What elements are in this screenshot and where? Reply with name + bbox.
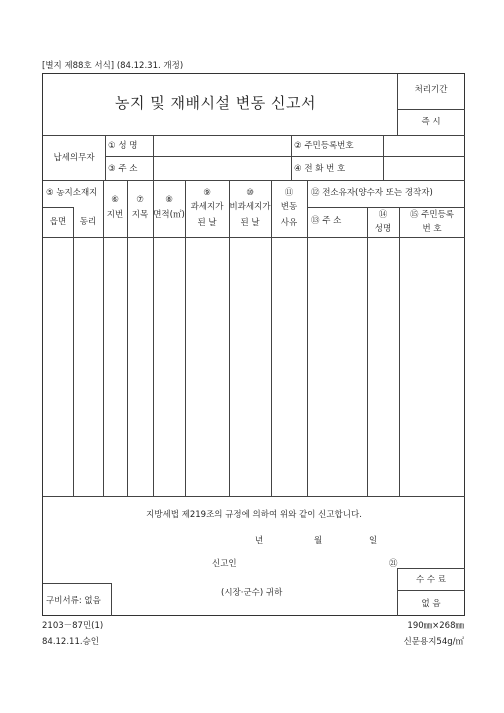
approval-date: 84.12.11.승인 [42,637,99,647]
col14-number: ⑭ [378,210,388,220]
previous-owner-header: ⑫ 전소유자(양수자 또는 경작자) [311,188,433,198]
area-header: 면적(㎡) [153,210,185,220]
report-form [42,73,465,616]
previous-owner-reg-header-1: ⑮ 주민등록 [409,210,455,220]
col-line-9 [367,207,368,496]
taxpayer-mid-line [105,156,465,157]
reason-header-1: 변동 [280,202,298,212]
col-line-10 [399,207,400,496]
declaration-statement: 지방세법 제219조의 규정에 의하여 위와 같이 신고합니다. [146,510,362,520]
previous-owner-reg-header-2: 번 호 [422,224,442,234]
form-title: 농지 및 재배시설 변동 신고서 [115,94,316,112]
taxpayer-field-line-2 [291,135,292,180]
name-label: ① 성 명 [108,141,138,151]
col6-number: ⑥ [111,195,119,205]
eupmyeon-header: 읍면 [49,217,67,227]
taxpayer-field-line-1 [153,135,154,180]
fee-value: 없 음 [421,599,441,609]
col9-number: ⑨ [203,188,211,198]
col-line-1 [73,207,74,496]
reg-number-label: ② 주민등록번호 [294,141,354,151]
location-sub-line [43,207,73,208]
transfer-sub-line [307,207,465,208]
reason-header-2: 사유 [280,218,298,228]
form-code: 2103－87민(1) [42,621,104,631]
jibeon-header: 지번 [106,210,124,220]
phone-label: ④ 전 화 번 호 [294,164,346,174]
paper-size: 190㎜×268㎜ [407,621,464,631]
taxpayer-field-line-3 [383,135,384,180]
recipient-label: (시장·군수) 귀하 [221,588,283,598]
reporter-label: 신고인 [212,559,237,569]
fee-label: 수 수 료 [415,575,447,585]
paper-type: 신문용지54g/㎡ [403,637,464,647]
col-line-8 [307,180,308,496]
required-documents: 구비서류: 없음 [46,596,101,606]
address-label: ③ 주 소 [108,164,138,174]
jimok-header: 지목 [131,210,149,220]
body-bottom-line [43,496,465,497]
col-line-2 [103,180,104,496]
taxpayer-label-line [105,135,106,180]
form-number: [별지 제88호 서식] (84.12.31. 개정) [42,61,184,71]
title-bottom-line [43,135,465,136]
dongri-header: 동리 [79,217,97,227]
processing-value: 즉 시 [421,117,441,127]
fee-top-line [397,568,465,569]
column-header-bottom-line [43,237,465,238]
location-header: ⑤ 농지소재지 [46,188,98,198]
taxpayer-bottom-line [43,180,465,181]
previous-owner-name-header: 성명 [374,224,392,234]
col10-number: ⑩ [246,188,254,198]
taxed-date-header-1: 과세지가 [190,202,224,212]
taxed-date-header-2: 된 날 [197,218,217,228]
date-month: 월 [314,536,323,546]
col-line-4 [153,180,154,496]
docs-top-line [43,583,111,584]
nontaxed-date-header-2: 된 날 [240,218,260,228]
col7-number: ⑦ [136,195,144,205]
processing-label: 처리기간 [414,85,448,95]
processing-divider [397,109,465,110]
taxpayer-label: 납세의무자 [53,153,95,163]
date-year: 년 [255,536,264,546]
previous-owner-address-header: ⑬ 주 소 [311,216,342,226]
col11-number: ⑪ [284,188,294,198]
docs-right-line [111,583,112,616]
col8-number: ⑧ [165,195,173,205]
date-day: 일 [369,536,378,546]
seal-mark: ㉑ [389,559,398,569]
col-line-3 [127,180,128,496]
nontaxed-date-header-1: 비과세지가 [229,202,271,212]
fee-mid-line [397,590,465,591]
